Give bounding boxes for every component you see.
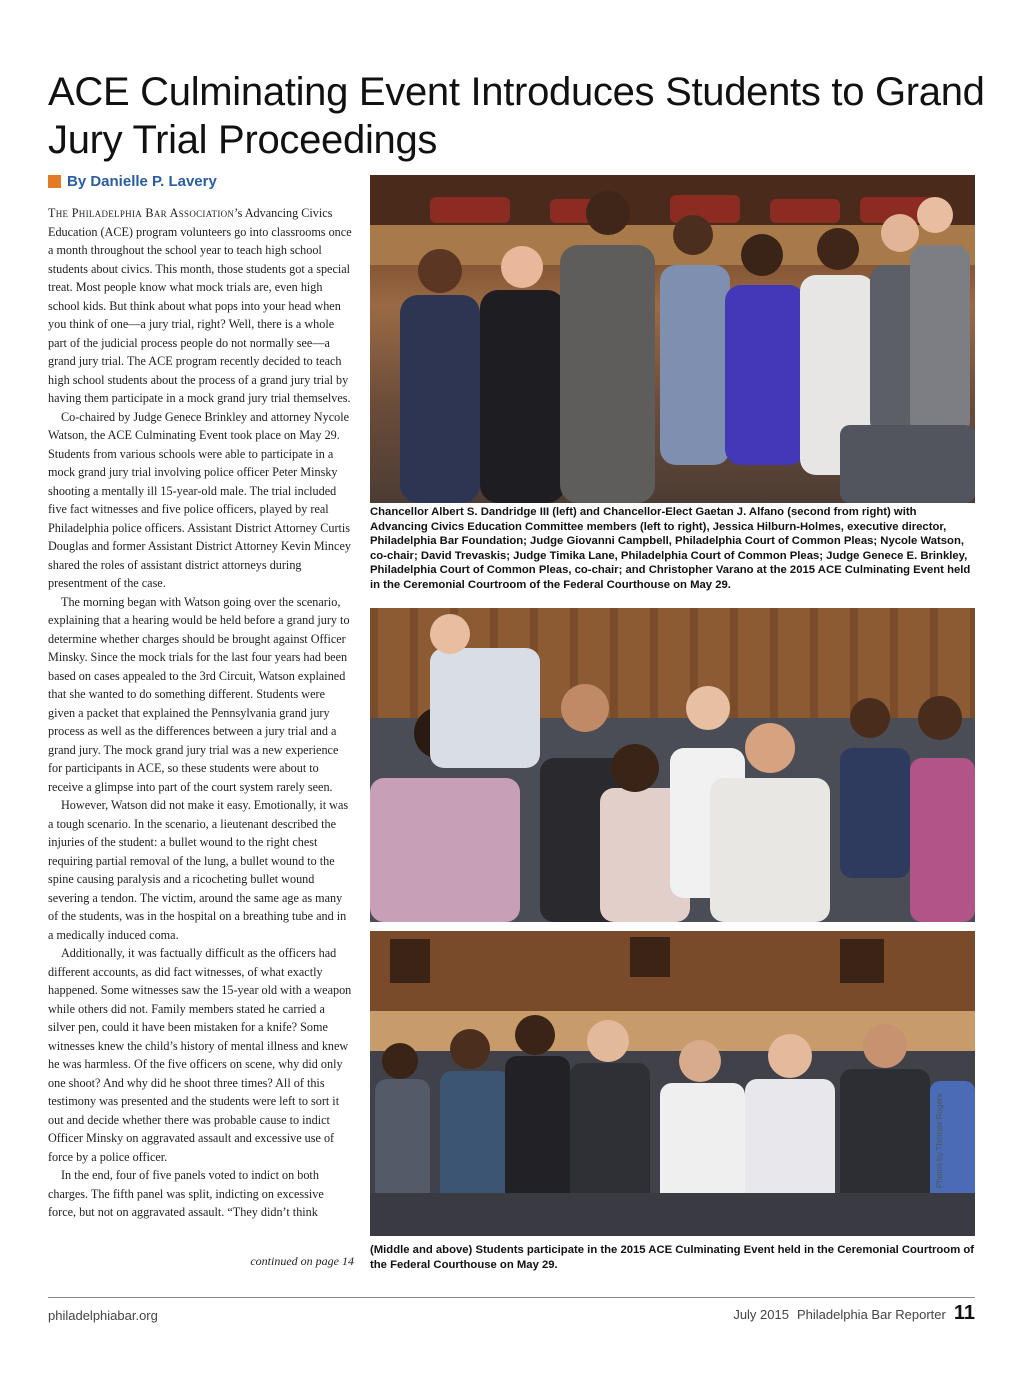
photo-caption-top: Chancellor Albert S. Dandridge III (left) and Chancellor-Elect Gaetan J. Alfano (second from right) with Advancing Civics Education Committee members (left to right), Jessica Hilburn-Holmes, executive director, Philadelphia Bar Foundation; Judge Giovanni Campbell, Philadelphia Court of Common Pleas; Nycole Watson, co-chair; David Trevaskis; Judge Timika Lane, Philadelphia Court of Common Pleas; Judge Genece E. Brinkley, Philadelphia Court of Common Pleas, co-chair; and Christopher Varano at the 2015 ACE Culminating Event held in the Ceremonial Courtroom of the Federal Courthouse on May 29. — [370, 506, 971, 591]
lead-smallcaps: The Philadelphia Bar Association — [48, 206, 235, 220]
page-number: 11 — [953, 1302, 975, 1324]
article-paragraph: The Philadelphia Bar Association’s Advancing Civics Education (ACE) program volunteers go into classrooms once a month throughout the school year to teach high school students about civics. This month, those students got a special treat. Most people know what mock trials are, even high school kids. But think about what pops into your head when you think of one—a jury trial, right? Well, there is a whole part of the judicial process people do not normally see—a grand jury trial. The ACE program recently decided to teach high school students about the process of a grand jury trial by having them participate in a mock grand jury trial themselves. — [48, 206, 352, 405]
article-paragraph: Additionally, it was factually difficult as the officers had different accounts, as did fact witnesses, of what exactly happened. Some witnesses saw the 15-year old with a weapon while others did not. Family members stated he carried a silver pen, could it have been mistaken for a knife? Some witnesses knew the child’s history of mental illness and knew he was harmless. Of the five officers on scene, why did only one shoot? And why did he shoot three times? All of this testimony was presented and the students were left to sort it out and decide whether there was probable cause to indict Officer Minsky on aggravated assault and excessive use of force by a police officer. — [48, 946, 352, 1164]
photo-caption-bottom: (Middle and above) Students participate in the 2015 ACE Culminating Event held in the Ceremonial Courtroom of the Federal Courthouse on May 29. — [370, 1244, 975, 1271]
photo-students-audience — [370, 931, 975, 1236]
article-paragraph: Co-chaired by Judge Genece Brinkley and attorney Nycole Watson, the ACE Culminating Event took place on May 29. Students from various schools were able to participate in a mock grand jury trial involving police officer Peter Minsky shooting a mentally ill 15-year-old male. The trial included five fact witnesses and five police officers, played by real Philadelphia police officers. Assistant District Attorney Curtis Douglas and former Assistant District Attorney Kevin Mincey shared the roles of assistant district attorneys during presentment of the case. — [48, 409, 351, 590]
photo-credit: Photos by Thomas Rogers — [935, 1093, 944, 1188]
footer-info — [733, 1302, 975, 1325]
article-body — [48, 204, 354, 1222]
article-paragraph: The morning began with Watson going over the scenario, explaining that a hearing would be held before a grand jury to determine whether charges should be brought against Officer Minsky. Since the mock trials for the last four years had been based on cases appealed to the 3rd Circuit, Watson explained that she wanted to do something different. Students were given a packet that explained the Pennsylvania grand jury process as well as the differences between a jury trial and a grand jury. The mock grand jury trial was a new experience for participants in ACE, so these students were about to receive a glimpse into part of the court system rarely seen. — [48, 594, 350, 794]
article-title: ACE Culminating Event Introduces Students to Grand Jury Trial Proceedings — [48, 70, 985, 162]
footer-issue: July 2015 — [733, 1307, 789, 1322]
byline-square-icon — [48, 175, 61, 188]
footer-website: philadelphiabar.org — [48, 1308, 158, 1323]
byline — [48, 173, 217, 190]
article-paragraph: In the end, four of five panels voted to indict on both charges. The fifth panel was split, indicting on excessive force, but not on aggravated assault. “They didn’t think — [48, 1168, 324, 1219]
footer-rule — [48, 1297, 975, 1298]
photo-committee-group — [370, 175, 975, 503]
article-paragraph: However, Watson did not make it easy. Emotionally, it was a tough scenario. In the scenario, a lieutenant described the injuries of the student: a bullet wound to the right chest requiring partial removal of the lung, a bullet wound to the spine causing paralysis and a ricocheting bullet wound severing a tendon. The victim, around the same age as many of the students, was in the hospital on a breathing tube and in a medically induced coma. — [48, 798, 349, 942]
photo-students-seated — [370, 608, 975, 922]
byline-text: By Danielle P. Lavery — [67, 173, 217, 190]
footer-publication: Philadelphia Bar Reporter — [796, 1307, 946, 1322]
continued-note: continued on page 14 — [250, 1254, 354, 1268]
